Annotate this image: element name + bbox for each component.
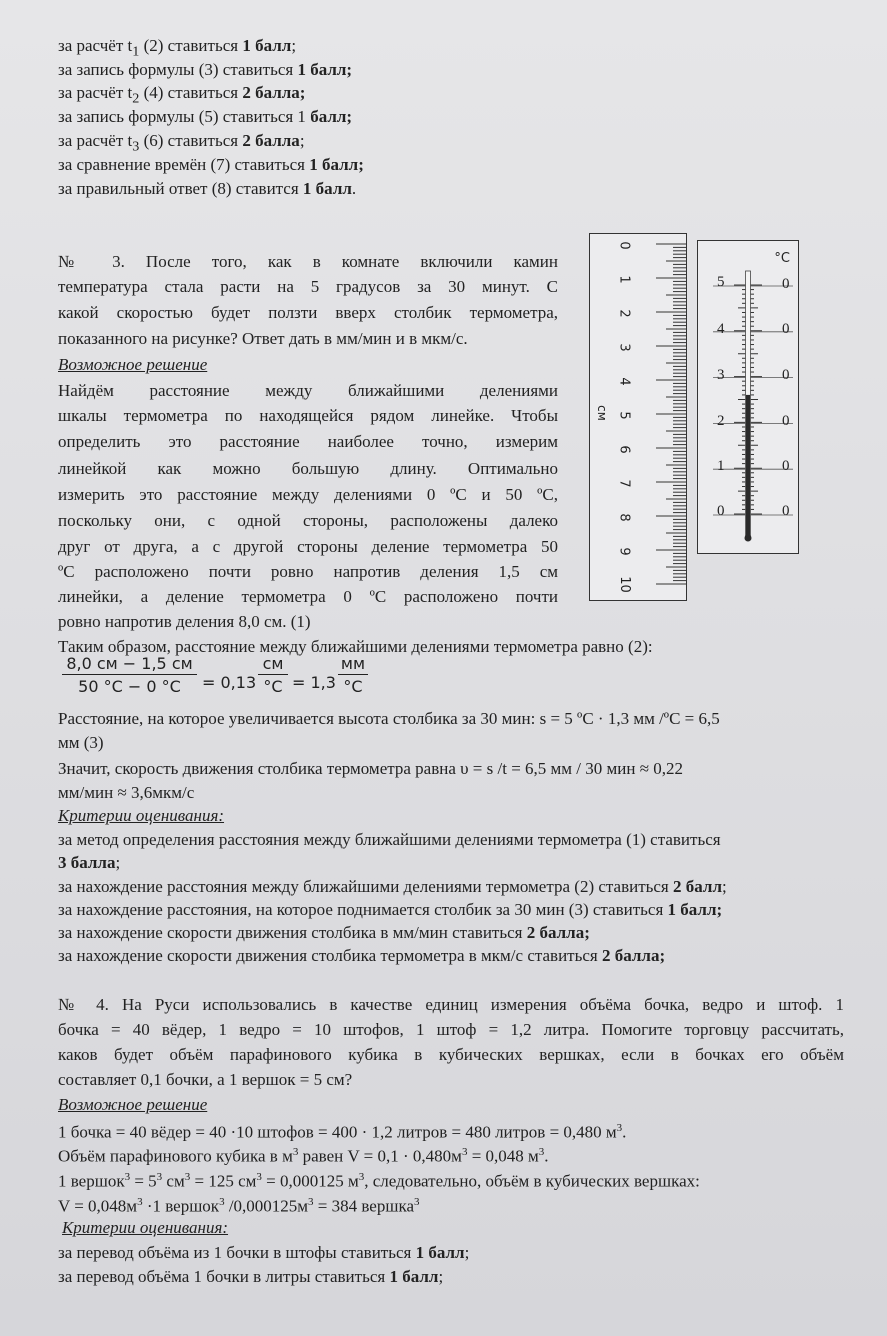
text-line: 1 бочка = 40 вёдер = 40 ·10 штофов = 400 · 1,2 литров = 480 литров = 0,480 $м^3$. bbox=[58, 1122, 627, 1142]
text-line: шкалы термометра по находящейся рядом линейке. Чтобы bbox=[58, 406, 558, 425]
fraction-numerator: 8,0 см − 1,5 см bbox=[62, 654, 197, 675]
text-line: Значит, скорость движения столбика термометра равна υ = s /t = 6,5 мм / 30 мин ≈ 0,22 bbox=[58, 759, 684, 778]
criteria-line: за метод определения расстояния между ближайшими делениями термометра (1) ставиться bbox=[58, 830, 721, 849]
text-line: Таким образом, расстояние между ближайшими делениями термометра равно (2): bbox=[58, 637, 653, 656]
criteria-line: за правильный ответ (8) ставится 1 балл. bbox=[58, 179, 357, 198]
text-line: бочка = 40 вёдер, 1 ведро = 10 штофов, 1 штоф = 1,2 литра. Помогите торговцу рассчитать, bbox=[58, 1020, 844, 1039]
solution-heading: Возможное решение bbox=[58, 1095, 208, 1114]
text-line: измерить это расстояние между делениями 0 ºС и 50 ºС, bbox=[58, 485, 558, 504]
criteria-line: за перевод объёма 1 бочки в литры ставиться 1 балл; bbox=[58, 1267, 444, 1286]
therm-units-label: 0 bbox=[782, 276, 790, 292]
criteria-line: за запись формулы (3) ставиться 1 балл; bbox=[58, 60, 353, 79]
therm-tens-label: 3 bbox=[717, 367, 725, 383]
criteria-line: за запись формулы (5) ставиться 1 балл; bbox=[58, 107, 353, 126]
text-line: показанного на рисунке? Ответ дать в мм/мин и в мкм/с. bbox=[58, 329, 468, 348]
criteria-line: за перевод объёма из 1 бочки в штофы ставиться 1 балл; bbox=[58, 1243, 470, 1262]
criteria-line: за расчёт $t_1$ (2) ставиться 1 балл; bbox=[58, 36, 297, 60]
criteria-heading: Критерии оценивания: bbox=[62, 1218, 229, 1237]
text-line: составляет 0,1 бочки, а 1 вершок = 5 см? bbox=[58, 1070, 353, 1089]
ruler-number: 6 bbox=[616, 445, 632, 454]
fraction-numerator: мм bbox=[338, 654, 368, 675]
ruler-number: 7 bbox=[616, 479, 632, 488]
therm-units-label: 0 bbox=[782, 413, 790, 429]
text-line: № 3. После того, как в комнате включили камин bbox=[58, 252, 558, 271]
ruler-number: 3 bbox=[616, 343, 632, 352]
ruler-unit-label: см bbox=[594, 405, 609, 421]
therm-units-label: 0 bbox=[782, 458, 790, 474]
text-line: Найдём расстояние между ближайшими делениями bbox=[58, 381, 558, 400]
fraction-numerator: см bbox=[258, 654, 288, 675]
criteria-line: за сравнение времён (7) ставиться 1 балл; bbox=[58, 155, 364, 174]
text-line: линейки, а деление термометра 0 ºС расположено почти bbox=[58, 587, 558, 606]
ruler-number: 0 bbox=[616, 241, 632, 250]
criteria-heading: Критерии оценивания: bbox=[58, 806, 225, 825]
therm-tens-label: 4 bbox=[717, 321, 725, 337]
text-line: каков будет объём парафинового кубика в кубических вершках, если в бочках его объём bbox=[58, 1045, 844, 1064]
criteria-line: за нахождение расстояния между ближайшими делениями термометра (2) ставиться 2 балл; bbox=[58, 877, 727, 896]
text-line: друг от друга, а с другой стороны деление термометра 50 bbox=[58, 537, 558, 556]
criteria-line: за расчёт $t_2$ (4) ставиться 2 балла; bbox=[58, 83, 306, 107]
text-line: линейкой как можно большую длину. Оптимально bbox=[58, 459, 558, 478]
text-line: Объём парафинового кубика в $м^3$ равен $V = 0,1 \cdot 0,480м^3 = 0,048$ $м^3$. bbox=[58, 1146, 549, 1166]
text-line: № 4. На Руси использовались в качестве единиц измерения объёма бочка, ведро и штоф. 1 bbox=[58, 995, 844, 1014]
ruler-number: 1 bbox=[616, 275, 632, 284]
ruler-number: 2 bbox=[616, 309, 632, 318]
therm-tens-label: 0 bbox=[717, 503, 725, 519]
therm-tens-label: 1 bbox=[717, 458, 725, 474]
therm-tens-label: 5 bbox=[717, 274, 725, 290]
formula-value: = 0,13 bbox=[202, 673, 257, 692]
criteria-line: за нахождение скорости движения столбика в мм/мин ставиться 2 балла; bbox=[58, 923, 590, 942]
text-line: ровно напротив деления 8,0 см. (1) bbox=[58, 612, 311, 631]
criteria-line: 3 балла; bbox=[58, 853, 121, 872]
ruler-number: 10 bbox=[616, 576, 632, 593]
solution-heading: Возможное решение bbox=[58, 355, 208, 374]
text-line: 1 вершок$^3$ = $5^3$ $см^3 = 125$ $см^3 = 0,000125$ $м^3$, следовательно, объём в кубических вершках: bbox=[58, 1171, 700, 1191]
thermometer-figure bbox=[697, 240, 799, 554]
text-line: мм (3) bbox=[58, 733, 104, 752]
text-line: поскольку они, с одной стороны, расположены далеко bbox=[58, 511, 558, 530]
therm-tens-label: 2 bbox=[717, 413, 725, 429]
criteria-line: за нахождение скорости движения столбика термометра в мкм/с ставиться 2 балла; bbox=[58, 946, 666, 965]
ruler-figure bbox=[589, 233, 687, 601]
text-line: $V = 0,048м^3 \cdot 1$ вершок$^3$ $/0,000125м^3 = 384$ вершка$^3$ bbox=[58, 1196, 420, 1216]
text-line: какой скоростью будет ползти вверх столбик термометра, bbox=[58, 303, 558, 322]
ruler-number: 5 bbox=[616, 411, 632, 420]
text-line: температура стала расти на 5 градусов за 30 минут. С bbox=[58, 277, 558, 296]
therm-units-label: 0 bbox=[782, 321, 790, 337]
formula-value: = 1,3 bbox=[292, 673, 336, 692]
therm-units-label: 0 bbox=[782, 503, 790, 519]
fraction-denominator: °С bbox=[263, 677, 283, 696]
ruler-number: 8 bbox=[616, 513, 632, 522]
text-line: ºС расположено почти ровно напротив деления 1,5 см bbox=[58, 562, 558, 581]
criteria-line: за расчёт $t_3$ (6) ставиться 2 балла; bbox=[58, 131, 305, 155]
text-line: определить это расстояние наиболее точно, измерим bbox=[58, 432, 558, 451]
criteria-line: за нахождение расстояния, на которое поднимается столбик за 30 мин (3) ставиться 1 балл; bbox=[58, 900, 723, 919]
fraction-denominator: 50 °С − 0 °С bbox=[78, 677, 181, 696]
therm-bulb bbox=[745, 535, 752, 542]
text-line: мм/мин ≈ 3,6мкм/с bbox=[58, 783, 195, 802]
celsius-unit-label: °С bbox=[774, 251, 790, 266]
ruler-number: 9 bbox=[616, 547, 632, 556]
therm-units-label: 0 bbox=[782, 367, 790, 383]
ruler-number: 4 bbox=[616, 377, 632, 386]
mercury-column bbox=[746, 395, 750, 536]
text-line: Расстояние, на которое увеличивается высота столбика за 30 мин: s = 5 ºС · 1,3 мм /ºС = 6,5 bbox=[58, 709, 720, 728]
fraction-denominator: °С bbox=[343, 677, 363, 696]
